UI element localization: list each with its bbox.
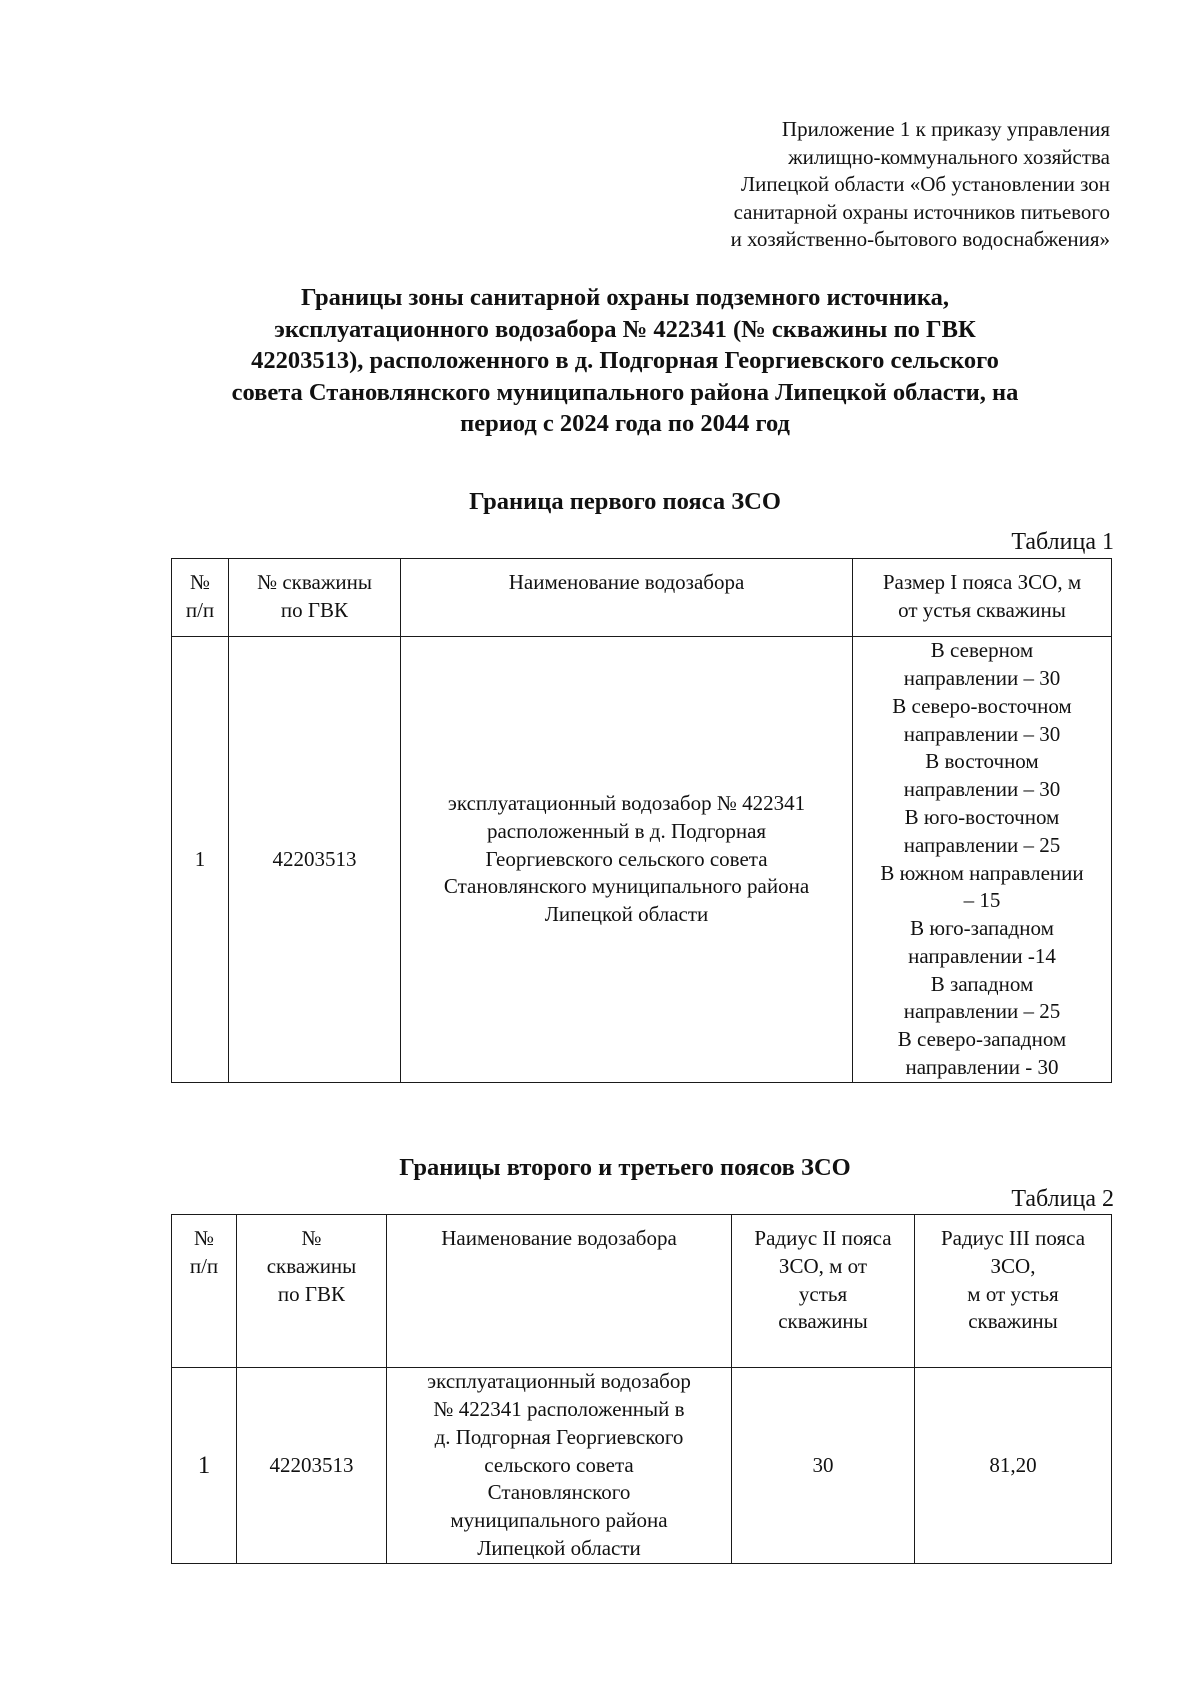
table-row	[172, 1368, 1112, 1564]
table1-label: Таблица 1	[1011, 529, 1114, 555]
appendix-line: Липецкой области «Об установлении зон	[740, 172, 1110, 196]
title-line: эксплуатационного водозабора № 422341 (№ скважины по ГВК	[274, 315, 976, 343]
header-text: п/п	[189, 1253, 219, 1278]
cell-text: Липецкой области	[544, 902, 709, 927]
cell-text: направлении – 30	[903, 665, 1061, 690]
cell-text: В южном направлении	[880, 860, 1084, 885]
cell-text: расположенный в д. Подгорная	[486, 818, 767, 843]
table1-cell-size	[853, 637, 1112, 1083]
cell-text: направлении – 30	[903, 721, 1061, 746]
cell-text: В северо-восточном	[892, 693, 1072, 718]
cell-text: Становлянского муниципального района	[443, 874, 810, 899]
cell-text: направлении -14	[908, 943, 1056, 968]
cell-text: В северо-западном	[897, 1027, 1067, 1052]
cell-text: эксплуатационный водозабор	[427, 1369, 691, 1394]
title-line: Границы зоны санитарной охраны подземного источника,	[301, 284, 949, 311]
cell-text: направлении - 30	[905, 1055, 1059, 1080]
table1-section-title: Граница первого пояса ЗСО	[469, 488, 781, 515]
header-text: Наименование водозабора	[508, 570, 745, 594]
table1-header-name	[401, 559, 853, 637]
table2	[171, 1214, 1112, 1564]
header-text: устья	[798, 1281, 848, 1306]
cell-text: Липецкой области	[477, 1535, 641, 1560]
title-line: совета Становлянского муниципального района Липецкой области, на	[231, 378, 1019, 406]
header-text: №	[301, 1226, 322, 1250]
table2-cell-name	[387, 1368, 732, 1564]
header-text: № скважины	[257, 570, 372, 594]
table2-label: Таблица 2	[1011, 1186, 1114, 1212]
header-text: ЗСО,	[990, 1253, 1036, 1278]
table1-header-row	[172, 559, 1112, 637]
table2-header-well	[237, 1215, 387, 1368]
header-text: Размер I пояса ЗСО, м	[882, 570, 1082, 594]
title-line: 42203513), расположенного в д. Подгорная Георгиевского сельского	[251, 347, 999, 374]
cell-text: – 15	[963, 888, 1001, 913]
cell-text: В восточном	[925, 749, 1039, 774]
document-title	[160, 282, 1090, 440]
table1-header-num	[172, 559, 229, 637]
title-line: период с 2024 года по 2044 год	[460, 410, 790, 437]
table2-cell-num: 1	[172, 1368, 237, 1564]
table2-header-r3	[915, 1215, 1112, 1368]
appendix-line: санитарной охраны источников питьевого	[733, 199, 1110, 224]
table2-cell-well: 42203513	[237, 1368, 387, 1564]
table2-header-num	[172, 1215, 237, 1368]
header-text: от устья скважины	[898, 597, 1066, 622]
table-row	[172, 637, 1112, 1083]
table1-cell-well: 42203513	[229, 637, 401, 1083]
table2-header-name	[387, 1215, 732, 1368]
header-text: скважины	[968, 1309, 1058, 1334]
table1	[171, 558, 1112, 1083]
header-text: ЗСО, м от	[778, 1253, 868, 1278]
appendix-line: Приложение 1 к приказу управления	[781, 117, 1110, 141]
header-text: №	[193, 1226, 215, 1250]
table2-cell-r2: 30	[732, 1368, 915, 1564]
appendix-note	[560, 116, 1110, 254]
table1-header-size	[853, 559, 1112, 637]
cell-text: Становлянского	[487, 1480, 631, 1505]
cell-text: направлении – 30	[903, 777, 1061, 802]
cell-text: В западном	[930, 971, 1034, 996]
table2-section-title: Границы второго и третьего поясов ЗСО	[399, 1154, 851, 1181]
table2-cell-r3: 81,20	[915, 1368, 1112, 1564]
header-text: Радиус II пояса	[754, 1226, 892, 1250]
table1-header-well	[229, 559, 401, 637]
cell-text: В юго-восточном	[904, 804, 1060, 829]
header-text: м от устья	[967, 1281, 1059, 1306]
header-text: Радиус III пояса	[940, 1226, 1086, 1250]
table2-header-r2	[732, 1215, 915, 1368]
cell-text: сельского совета	[484, 1452, 634, 1477]
header-text: №	[189, 570, 211, 594]
header-text: п/п	[185, 597, 215, 622]
header-text: скважины	[778, 1309, 868, 1334]
table1-cell-name	[401, 637, 853, 1083]
header-text: по ГВК	[277, 1281, 346, 1306]
header-text: Наименование водозабора	[441, 1226, 677, 1250]
cell-text: Георгиевского сельского совета	[485, 846, 768, 871]
cell-text: муниципального района	[450, 1508, 668, 1533]
cell-text: В северном	[930, 638, 1034, 663]
cell-text: В юго-западном	[910, 916, 1054, 941]
appendix-line: жилищно-коммунального хозяйства	[788, 144, 1110, 169]
cell-text: д. Подгорная Георгиевского	[434, 1424, 684, 1449]
appendix-line: и хозяйственно-бытового водоснабжения»	[730, 227, 1110, 251]
table2-header-row	[172, 1215, 1112, 1368]
header-text: скважины	[266, 1253, 357, 1278]
cell-text: направлении – 25	[903, 999, 1061, 1024]
table1-cell-num: 1	[172, 637, 229, 1083]
cell-text: эксплуатационный водозабор № 422341	[447, 791, 806, 815]
header-text: по ГВК	[280, 597, 349, 622]
cell-text: направлении – 25	[903, 832, 1061, 857]
cell-text: № 422341 расположенный в	[433, 1397, 685, 1421]
